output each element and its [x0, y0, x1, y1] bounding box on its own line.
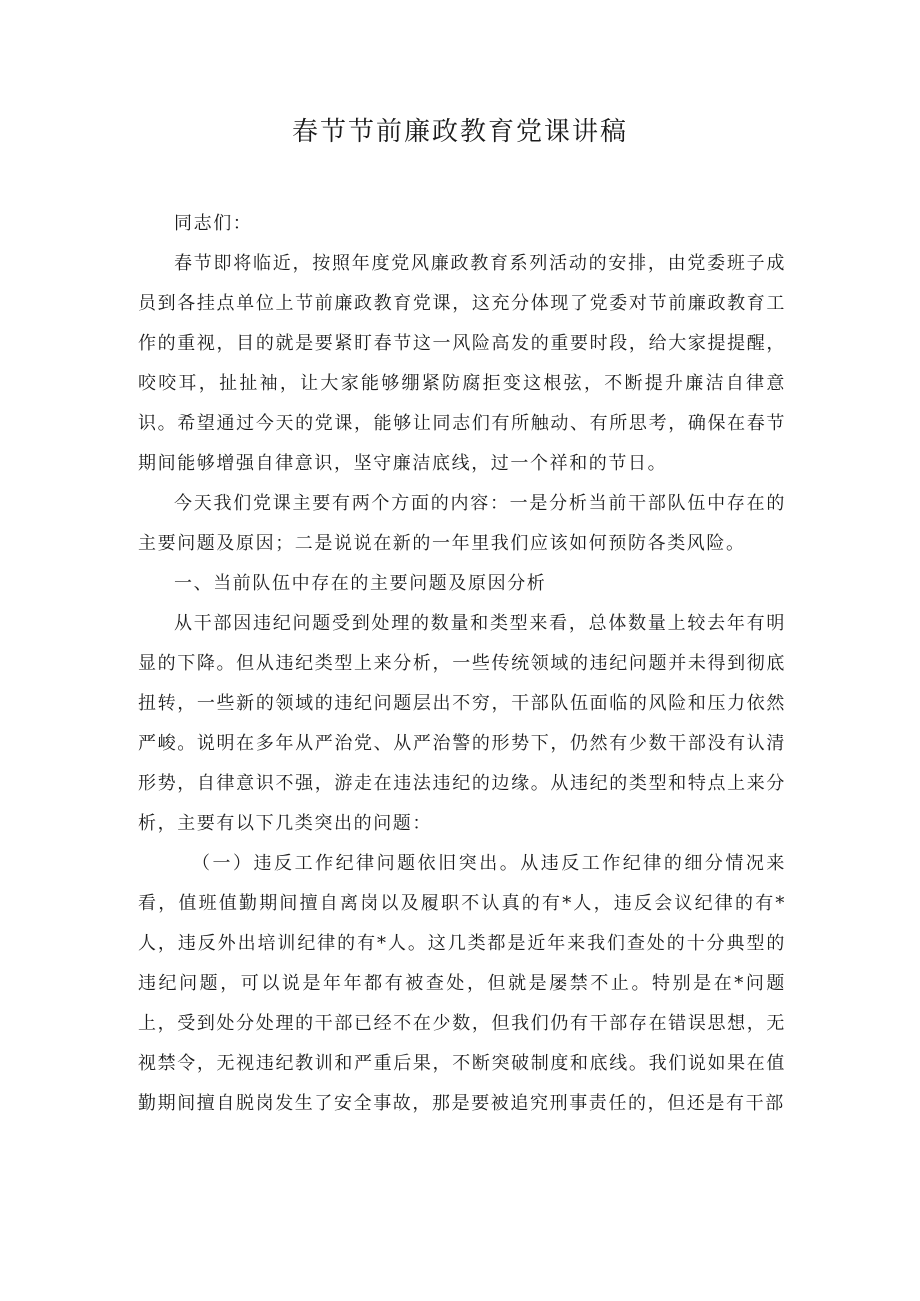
- subsection-paragraph: （一）违反工作纪律问题依旧突出。从违反工作纪律的细分情况来看，值班值勤期间擅自离岗以及履职不认真的有*人，违反会议纪律的有*人，违反外出培训纪律的有*人。这几类都是近年来我们查处的十分典型的违纪问题，可以说是年年都有被查处，但就是屡禁不止。特别是在*问题上，受到处分处理的干部已经不在少数，但我们仍有干部存在错误思想，无视禁令，无视违纪教训和严重后果，不断突破制度和底线。我们说如果在值勤期间擅自脱岗发生了安全事故，那是要被追究刑事责任的，但还是有干部: [138, 853, 786, 1114]
- document-body: [138, 204, 786, 1124]
- salutation-paragraph: 同志们：: [174, 213, 253, 234]
- analysis-paragraph: 从干部因违纪问题受到处理的数量和类型来看，总体数量上较去年有明显的下降。但从违纪类型上来分析，一些传统领域的违纪问题并未得到彻底扭转，一些新的领域的违纪问题层出不穷，干部队伍面临的风险和压力依然严峻。说明在多年从严治党、从严治警的形势下，仍然有少数干部没有认清形势，自律意识不强，游走在违法违纪的边缘。从违纪的类型和特点上来分析，主要有以下几类突出的问题：: [138, 613, 786, 834]
- intro-paragraph: 春节即将临近，按照年度党风廉政教育系列活动的安排，由党委班子成员到各挂点单位上节前廉政教育党课，这充分体现了党委对节前廉政教育工作的重视，目的就是要紧盯春节这一风险高发的重要时段，给大家提提醒，咬咬耳，扯扯袖，让大家能够绷紧防腐拒变这根弦，不断提升廉洁自律意识。希望通过今天的党课，能够让同志们有所触动、有所思考，确保在春节期间能够增强自律意识，坚守廉洁底线，过一个祥和的节日。: [138, 253, 786, 474]
- document-title: 春节节前廉政教育党课讲稿: [291, 117, 628, 147]
- section-heading: 一、当前队伍中存在的主要问题及原因分析: [174, 573, 547, 594]
- content-overview-paragraph: 今天我们党课主要有两个方面的内容：一是分析当前干部队伍中存在的主要问题及原因；二是说说在新的一年里我们应该如何预防各类风险。: [138, 493, 786, 554]
